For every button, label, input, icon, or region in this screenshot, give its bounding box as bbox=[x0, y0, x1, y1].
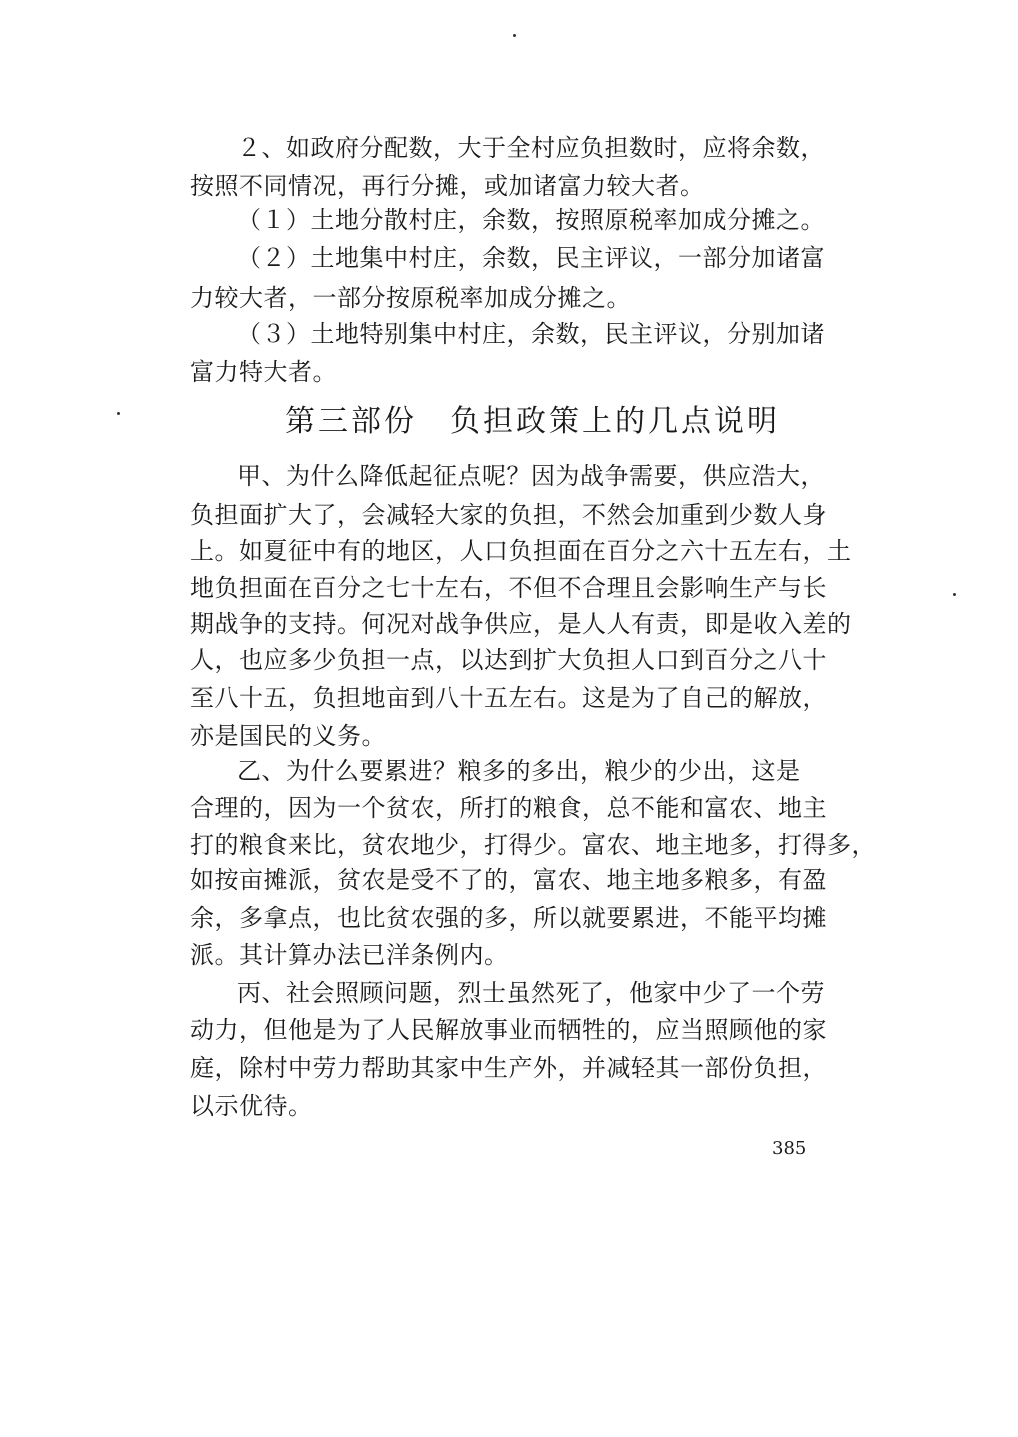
paragraph-line: 富力特大者。 bbox=[190, 358, 337, 386]
paragraph-line: 期战争的支持。何况对战争供应，是人人有责，即是收入差的 bbox=[190, 610, 852, 638]
paragraph-line: 打的粮食来比，贫农地少，打得少。富农、地主地多，打得多， bbox=[190, 831, 876, 859]
paragraph-line: 动力，但他是为了人民解放事业而牺牲的，应当照顾他的家 bbox=[190, 1016, 827, 1044]
paragraph-line: 上。如夏征中有的地区，人口负担面在百分之六十五左右，土 bbox=[190, 537, 852, 565]
paragraph-line: 亦是国民的义务。 bbox=[190, 722, 386, 750]
paragraph-line: 甲、为什么降低起征点呢？因为战争需要，供应浩大， bbox=[237, 462, 825, 490]
scan-speck bbox=[117, 412, 120, 415]
paragraph-line: （１）土地分散村庄，余数，按照原税率加成分摊之。 bbox=[237, 206, 825, 234]
paragraph-line: 如按亩摊派，贫农是受不了的，富农、地主地多粮多，有盈 bbox=[190, 866, 827, 894]
paragraph-line: 丙、社会照顾问题，烈士虽然死了，他家中少了一个劳 bbox=[237, 979, 825, 1007]
paragraph-line: （３）土地特别集中村庄，余数，民主评议，分别加诸 bbox=[237, 320, 825, 348]
paragraph-line: 负担面扩大了，会减轻大家的负担，不然会加重到少数人身 bbox=[190, 501, 827, 529]
section-heading: 第三部份 负担政策上的几点说明 bbox=[285, 404, 780, 439]
paragraph-line: 力较大者，一部分按原税率加成分摊之。 bbox=[190, 284, 631, 312]
paragraph-line: 乙、为什么要累进？粮多的多出，粮少的少出，这是 bbox=[237, 757, 801, 785]
page-number: 385 bbox=[772, 1138, 807, 1159]
paragraph-line: 余，多拿点，也比贫农强的多，所以就要累进，不能平均摊 bbox=[190, 904, 827, 932]
paragraph-line: 按照不同情况，再行分摊，或加诸富力较大者。 bbox=[190, 172, 705, 200]
scan-speck bbox=[953, 593, 956, 596]
paragraph-line: 至八十五，负担地亩到八十五左右。这是为了自己的解放， bbox=[190, 684, 827, 712]
paragraph-line: ２、如政府分配数，大于全村应负担数时，应将余数， bbox=[237, 134, 825, 162]
paragraph-line: 地负担面在百分之七十左右，不但不合理且会影响生产与长 bbox=[190, 574, 827, 602]
paragraph-line: （２）土地集中村庄，余数，民主评议，一部分加诸富 bbox=[237, 244, 825, 272]
paragraph-line: 庭，除村中劳力帮助其家中生产外，并减轻其一部份负担， bbox=[190, 1054, 827, 1082]
paragraph-line: 合理的，因为一个贫农，所打的粮食，总不能和富农、地主 bbox=[190, 794, 827, 822]
scan-speck bbox=[513, 34, 516, 37]
paragraph-line: 派。其计算办法已洋条例内。 bbox=[190, 941, 509, 969]
paragraph-line: 以示优待。 bbox=[190, 1092, 313, 1120]
paragraph-line: 人，也应多少负担一点，以达到扩大负担人口到百分之八十 bbox=[190, 646, 827, 674]
